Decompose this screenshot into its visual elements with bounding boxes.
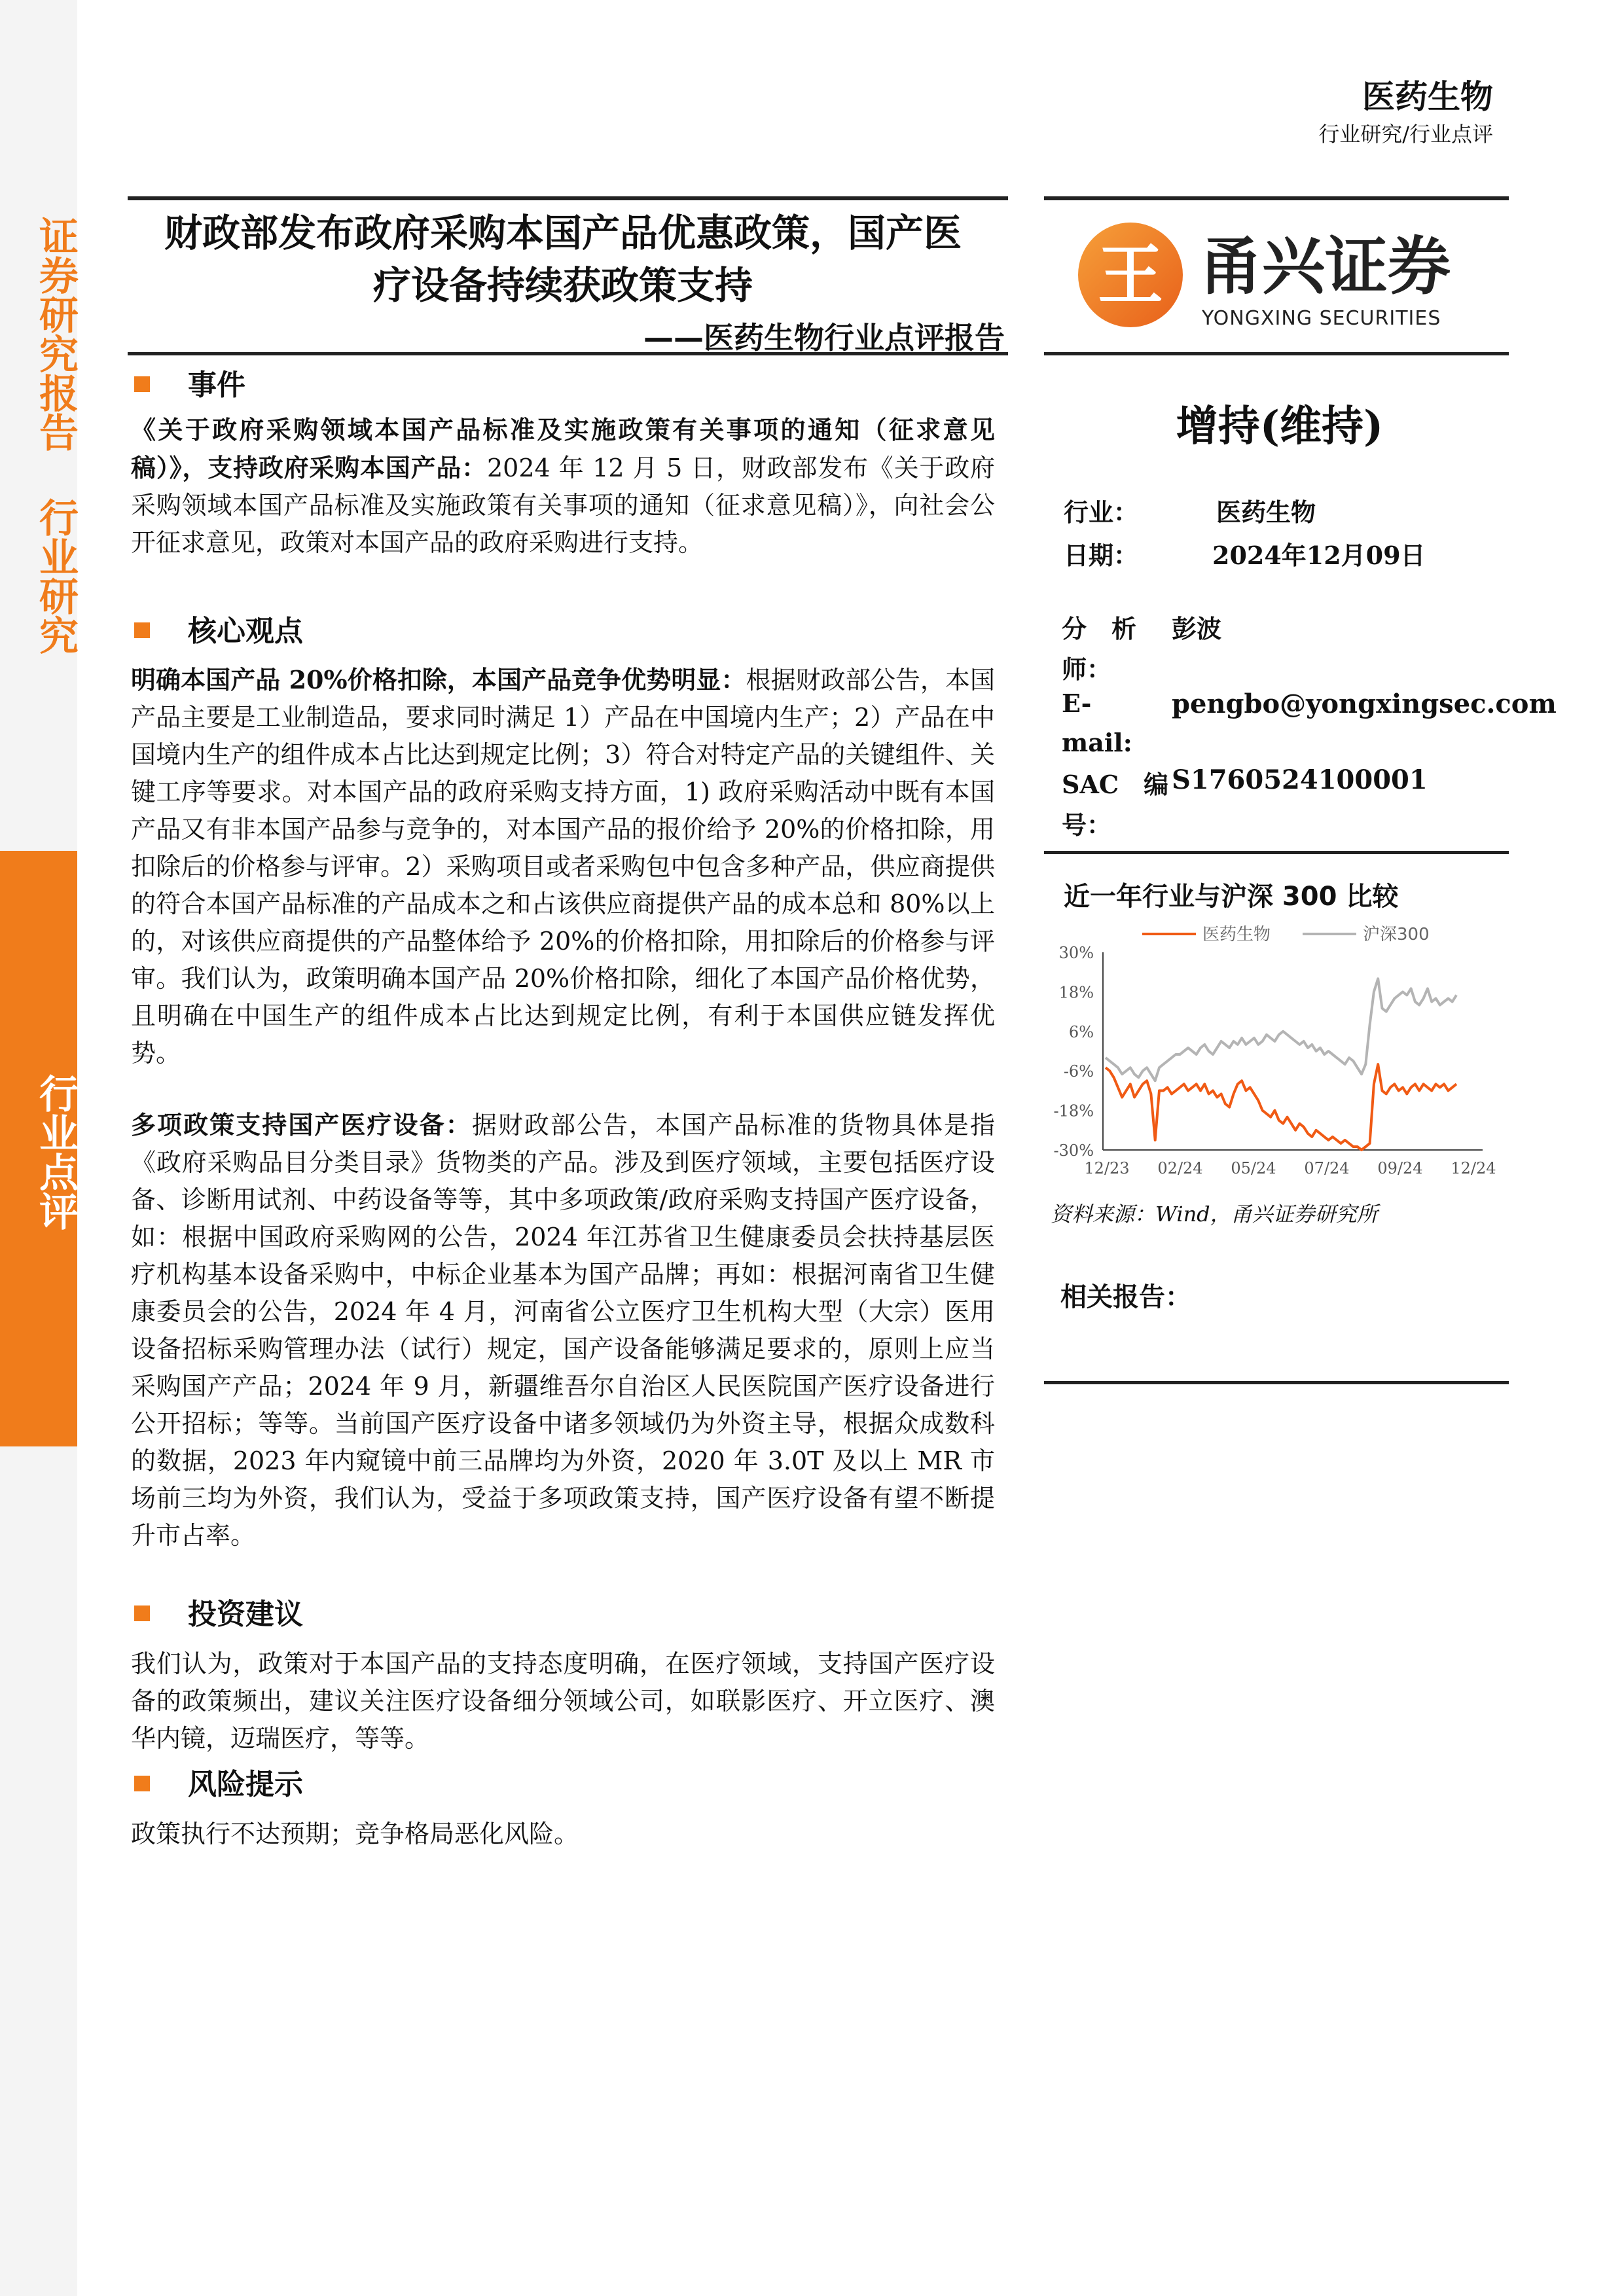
- y-tick-label: -6%: [1063, 1062, 1094, 1081]
- title-top-rule: [128, 196, 1008, 200]
- section-heading-event: 事件: [134, 361, 245, 403]
- y-tick-label: 30%: [1058, 944, 1094, 962]
- square-bullet-icon: [134, 376, 150, 392]
- x-tick-label: 02/24: [1157, 1159, 1203, 1177]
- right-bottom-rule: [1044, 1381, 1509, 1384]
- date-label: 日期：: [1064, 541, 1139, 570]
- event-paragraph: [131, 411, 995, 562]
- right-top-rule: [1044, 196, 1509, 200]
- series-line-hs300: [1106, 978, 1456, 1081]
- side-label-top: 证券研究报告 行业研究: [33, 216, 79, 655]
- square-bullet-icon: [134, 1605, 150, 1621]
- core-view-body-1: 根据财政部公告，本国产品主要是工业制造品，要求同时满足 1）产品在中国境内生产；2）产品在中国境内生产的组件成本占比达到规定比例；3）符合对特定产品的关键组件、关键工序等要求。对本国产品的政府采购支持方面，1) 政府采购活动中既有本国产品又有非本国产品参与竞争的，对本国产品的报价给予 20%的价格扣除，用扣除后的价格参与评审。2）采购项目或者采购包中包含多种产品，供应商提供的符合本国产品标准的产品成本之和占该供应商提供产品的成本总和 80%以上的，对该供应商提供的产品整体给予 20%的价格扣除，用扣除后的价格参与评审。我们认为，政策明确本国产品 20%价格扣除，细化了本国产品价格优势，且明确在中国生产的组件成本占比达到规定比例，有利于本国供应链发挥优势。: [131, 666, 995, 1067]
- analyst-label-2: 师：: [1062, 655, 1112, 684]
- header-sector: 医药生物: [1362, 78, 1493, 116]
- series-line-pharma: [1106, 1064, 1456, 1150]
- report-title-line1: 财政部发布政府采购本国产品优惠政策，国产医: [164, 211, 962, 255]
- core-view-lead-2: 多项政策支持国产医疗设备：: [131, 1110, 472, 1139]
- square-bullet-icon: [134, 622, 150, 638]
- y-tick-label: 6%: [1068, 1022, 1094, 1041]
- section-heading-investment: 投资建议: [134, 1590, 303, 1632]
- rating: 增持(维持): [1176, 402, 1384, 451]
- industry-label: 行业：: [1064, 497, 1139, 527]
- section-heading-core-view: 核心观点: [134, 607, 303, 649]
- core-view-body-2: 据财政部公告，本国产品标准的货物具体是指《政府采购品目分类目录》货物类的产品。涉及到医疗领域，主要包括医疗设备、诊断用试剂、中药设备等等，其中多项政策/政府采购支持国产医疗设备，如：根据中国政府采购网的公告，2024 年江苏省卫生健康委员会扶持基层医疗机构基本设备采购中，中标企业基本为国产品牌；再如：根据河南省卫生健康委员会的公告，2024 年 4 月，河南省公立医疗卫生机构大型（大宗）医用设备招标采购管理办法（试行）规定，国产设备能够满足要求的，原则上应当采购国产产品；2024 年 9 月，新疆维吾尔自治区人民医院国产医疗设备进行公开招标；等等。当前国产医疗设备中诸多领域仍为外资主导，根据众成数科的数据，2023 年内窥镜中前三品牌均为外资，2020 年 3.0T 及以上 MR 市场前三均为外资，我们认为，受益于多项政策支持，国产医疗设备有望不断提升市占率。: [131, 1111, 995, 1550]
- risk-paragraph: 政策执行不达预期；竞争格局恶化风险。: [131, 1820, 579, 1848]
- logo-brand-en: YONGXING SECURITIES: [1202, 307, 1441, 330]
- related-reports-label: 相关报告：: [1060, 1282, 1191, 1312]
- investment-paragraph: 我们认为，政策对于本国产品的支持态度明确，在医疗领域，支持国产医疗设备的政策频出，建议关注医疗设备细分领域公司，如联影医疗、开立医疗、澳华内镜，迈瑞医疗，等等。: [131, 1649, 995, 1753]
- analyst-name: 彭波: [1172, 614, 1222, 643]
- square-bullet-icon: [134, 1776, 150, 1791]
- analyst-label-1: 分 析: [1062, 614, 1137, 643]
- report-title: [128, 207, 998, 312]
- email-label-1: E-: [1062, 689, 1092, 718]
- x-tick-label: 12/23: [1084, 1159, 1130, 1177]
- report-subtitle: ——医药生物行业点评报告: [643, 320, 1005, 355]
- right-mid-rule: [1044, 352, 1509, 355]
- x-tick-label: 07/24: [1304, 1159, 1350, 1177]
- x-tick-label: 05/24: [1231, 1159, 1276, 1177]
- chart-source: 资料来源：Wind，甬兴证券研究所: [1051, 1202, 1378, 1227]
- logo-mark-icon: 王: [1098, 237, 1163, 314]
- company-logo: [1074, 216, 1492, 340]
- email-value[interactable]: pengbo@yongxingsec.com: [1172, 689, 1557, 719]
- y-tick-label: 18%: [1058, 983, 1094, 1002]
- industry-value: 医药生物: [1216, 497, 1316, 527]
- right-info-rule: [1044, 851, 1509, 854]
- report-title-line2: 疗设备持续获政策支持: [372, 263, 753, 308]
- side-banner: [0, 0, 77, 2296]
- comparison-chart: [1044, 913, 1502, 1201]
- y-tick-label: -18%: [1053, 1102, 1094, 1121]
- sac-label-2: 号：: [1062, 810, 1112, 840]
- side-label-bottom: 行业点评: [33, 1073, 79, 1230]
- section-heading-risk: 风险提示: [134, 1761, 303, 1803]
- date-value: 2024年12月09日: [1212, 541, 1426, 570]
- core-view-paragraph-1: [131, 661, 995, 1072]
- sac-value: S1760524100001: [1172, 764, 1428, 795]
- event-lead: 《关于政府采购领域本国产品标准及实施政策有关事项的通知（征求意见稿）》，支持政府采购本国产品：: [131, 415, 995, 482]
- core-view-lead-1: 明确本国产品 20%价格扣除，本国产品竞争优势明显：: [131, 665, 746, 694]
- x-tick-label: 09/24: [1377, 1159, 1423, 1177]
- logo-brand-cn: 甬兴证券: [1199, 230, 1451, 303]
- legend-label-hs300: 沪深300: [1363, 925, 1430, 944]
- event-body: 2024 年 12 月 5 日，财政部发布《关于政府采购领域本国产品标准及实施政策有关事项的通知（征求意见稿）》，向社会公开征求意见，政策对本国产品的政府采购进行支持。: [131, 454, 995, 557]
- header-report-type: 行业研究/行业点评: [1318, 122, 1493, 147]
- email-label-2: mail:: [1062, 728, 1132, 757]
- core-view-paragraph-2: [131, 1106, 995, 1554]
- x-tick-label: 12/24: [1451, 1159, 1496, 1177]
- legend-label-pharma: 医药生物: [1202, 925, 1271, 944]
- y-tick-label: -30%: [1053, 1141, 1094, 1160]
- chart-title: 近一年行业与沪深 300 比较: [1064, 882, 1399, 912]
- sac-label-1: SAC 编: [1062, 770, 1169, 799]
- chart-svg: [1044, 913, 1502, 1201]
